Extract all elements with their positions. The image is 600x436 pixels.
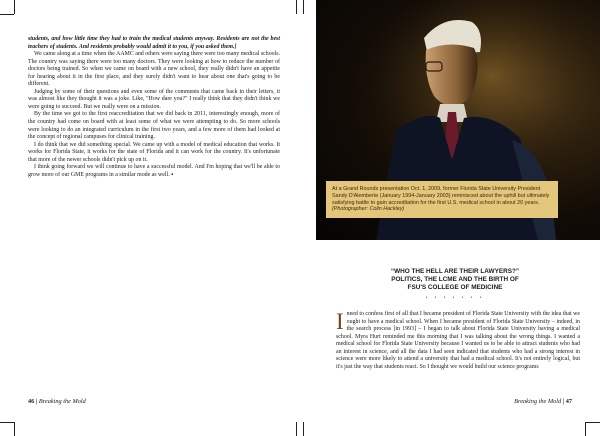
crop-mark [0,14,14,15]
crop-mark [296,422,297,436]
running-title: Breaking the Mold [514,398,562,405]
body-paragraph: We came along at a time when the AAMC and others were saying there were too many medical schools. The country was saying there were too many doctors. They were looking at how to reduce the number of doctors being trained. So when we came on board with a new school, they really didn't have an appetite for hearing about it in the first place, and they surely didn't want to hear about one that's going to be different. [28,51,280,88]
page-number: | 47 [562,398,572,405]
crop-mark [14,0,15,14]
crop-mark [303,422,304,436]
right-page-body [336,311,580,371]
body-paragraph [336,311,580,371]
left-folio [28,398,86,405]
crop-mark [14,422,15,436]
photo-caption [326,181,558,218]
running-title: Breaking the Mold [38,398,86,405]
crop-mark [296,0,297,14]
crop-mark [0,422,14,423]
ornament-divider: • • • • • • • [425,296,485,301]
body-paragraph: Judging by some of their questions and even some of the comments that came back in their letters, it was almost like they thought it was a joke. Like, "How dare you?" I really think that they didn't think we were going to succeed. But we really were on a mission. [28,88,280,110]
right-folio [514,398,572,405]
drop-cap: I [336,309,344,334]
crop-mark [303,0,304,14]
page-number: 46 | [28,398,38,405]
body-paragraph: I think going forward we will continue to have a successful model. And I'm hoping that we'll be able to grow more of our GME programs in a similar mode as well. ▪ [28,164,280,178]
body-text: need to confess first of all that I became president of Florida State University with the idea that we ought to have a medical school. When I became president of Florida State University – indeed, in the search process [in 1993] – I began to talk about Florida State University having a medical school. Myra Hurt reminded me this morning that I was talking about the wrong things. I wanted a medical school for Florida State University because I wanted us to be able to attract students who had an interest in science, and all the data I had seen indicated that students who had a strong interest in science were more likely to attend a university that had a medical school. It's not entirely logical, but it's just the way that students react. So I thought we would build our science programs [336,311,580,370]
section-heading [330,268,580,292]
lead-paragraph: students, and how little time they had to train the medical students anyway. Residents are not the best teachers of students. And residents probably would admit it to you, if you asked them.] [28,36,280,50]
crop-mark [586,422,600,423]
crop-mark [585,422,586,436]
heading-line: POLITICS, THE LCME AND THE BIRTH OF [391,276,519,283]
caption-text: At a Grand Rounds presentation Oct. 1, 2009, former Florida State University President Sandy D'Alemberte (January 1994-January 2003) reminisced about the uphill but ultimately satisfying battle to gain accreditation for the first U.S. medical school in about 20 years. [332,186,550,206]
body-paragraph: I do think that we did something special. We came up with a model of medical education that works. It works for Florida State, it works for the state of Florida and it can work for the country. It's unfortunate that more of the newer schools didn't pick up on it. [28,141,280,163]
left-page-body [28,36,280,386]
heading-line: “WHO THE HELL ARE THEIR LAWYERS?” [390,268,520,275]
body-paragraph: By the time we got to the first reaccreditation that we did back in 2011, interestingly enough, more of the country had come on board with at least some of what we were attempting to do. So more schools were looking to do an integrated curriculum in the first two years, and a few more of them had looked at the concept of regional campuses for clinical training. [28,111,280,141]
heading-line: FSU'S COLLEGE OF MEDICINE [407,284,503,291]
photo-credit: (Photographer: Colin Hackley) [332,206,405,213]
